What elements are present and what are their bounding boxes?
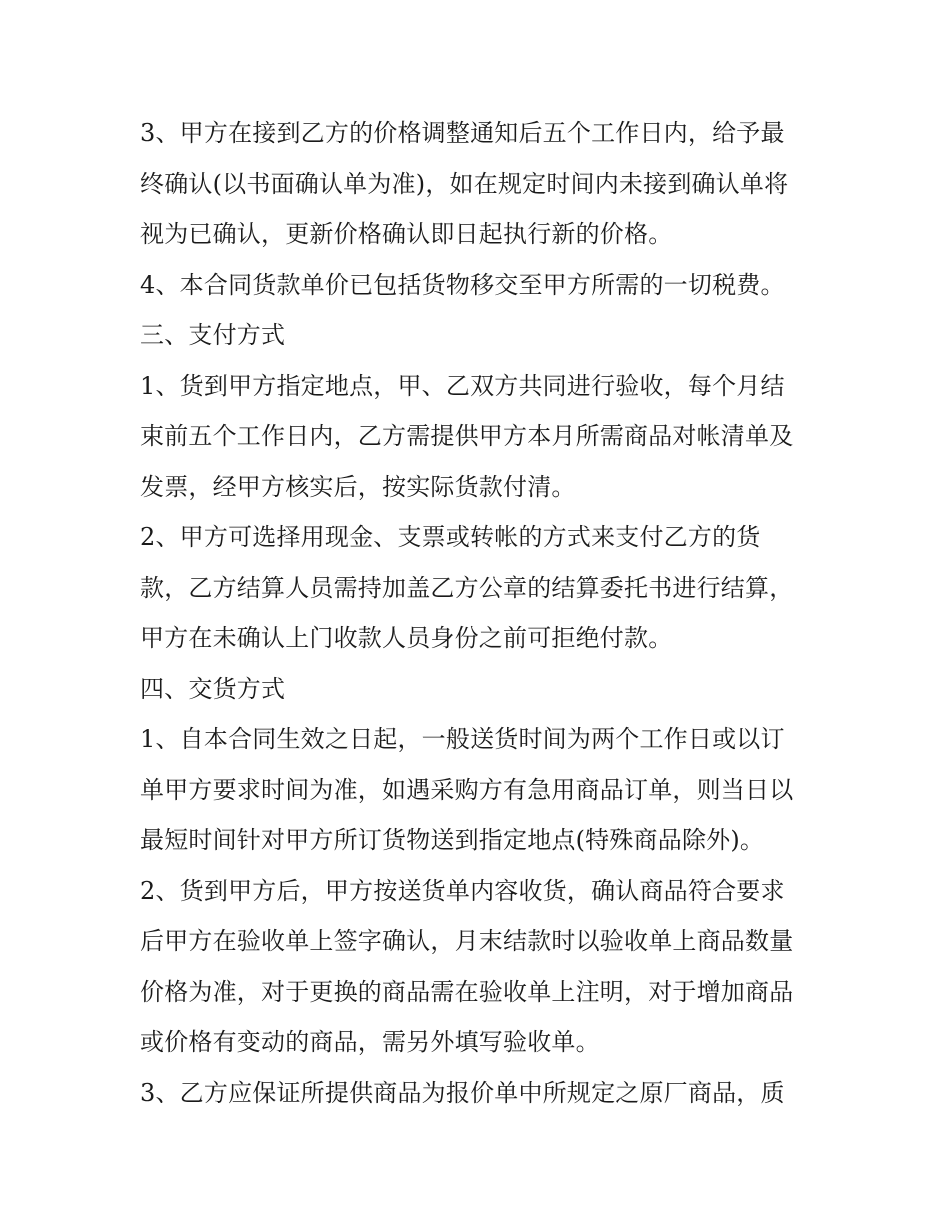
text-line: 3、甲方在接到乙方的价格调整通知后五个工作日内，给予最 — [140, 119, 785, 147]
section-heading: 三、支付方式 — [140, 321, 286, 349]
text-line: 单甲方要求时间为准，如遇采购方有急用商品订单，则当日以 — [140, 775, 794, 804]
text-line: 2、货到甲方后，甲方按送货单内容收货，确认商品符合要求 — [140, 876, 785, 905]
text-line: 后甲方在验收单上签字确认，月末结款时以验收单上商品数量 — [140, 927, 794, 955]
text-line: 1、自本合同生效之日起，一般送货时间为两个工作日或以订 — [140, 725, 785, 753]
text-line: 款，乙方结算人员需持加盖乙方公章的结算委托书进行结算， — [140, 573, 794, 602]
text-line: 价格为准，对于更换的商品需在验收单上注明，对于增加商品 — [140, 977, 794, 1006]
text-line: 最短时间针对甲方所订货物送到指定地点(特殊商品除外)。 — [140, 826, 765, 854]
text-line: 3、乙方应保证所提供商品为报价单中所规定之原厂商品，质 — [140, 1078, 785, 1107]
text-line: 终确认(以书面确认单为准)，如在规定时间内未接到确认单将 — [140, 169, 789, 198]
text-line: 1、货到甲方指定地点，甲、乙双方共同进行验收，每个月结 — [140, 371, 785, 400]
text-line: 发票，经甲方核实后，按实际货款付清。 — [140, 472, 576, 501]
text-line: 或价格有变动的商品，需另外填写验收单。 — [140, 1028, 600, 1056]
text-line: 束前五个工作日内，乙方需提供甲方本月所需商品对帐清单及 — [140, 422, 794, 450]
text-line: 视为已确认，更新价格确认即日起执行新的价格。 — [140, 220, 673, 248]
text-line: 甲方在未确认上门收款人员身份之前可拒绝付款。 — [140, 624, 673, 652]
section-heading: 四、交货方式 — [140, 674, 286, 703]
text-line: 4、本合同货款单价已包括货物移交至甲方所需的一切税费。 — [140, 270, 785, 299]
document-body — [140, 108, 812, 1118]
text-line: 2、甲方可选择用现金、支票或转帐的方式来支付乙方的货 — [140, 523, 761, 551]
